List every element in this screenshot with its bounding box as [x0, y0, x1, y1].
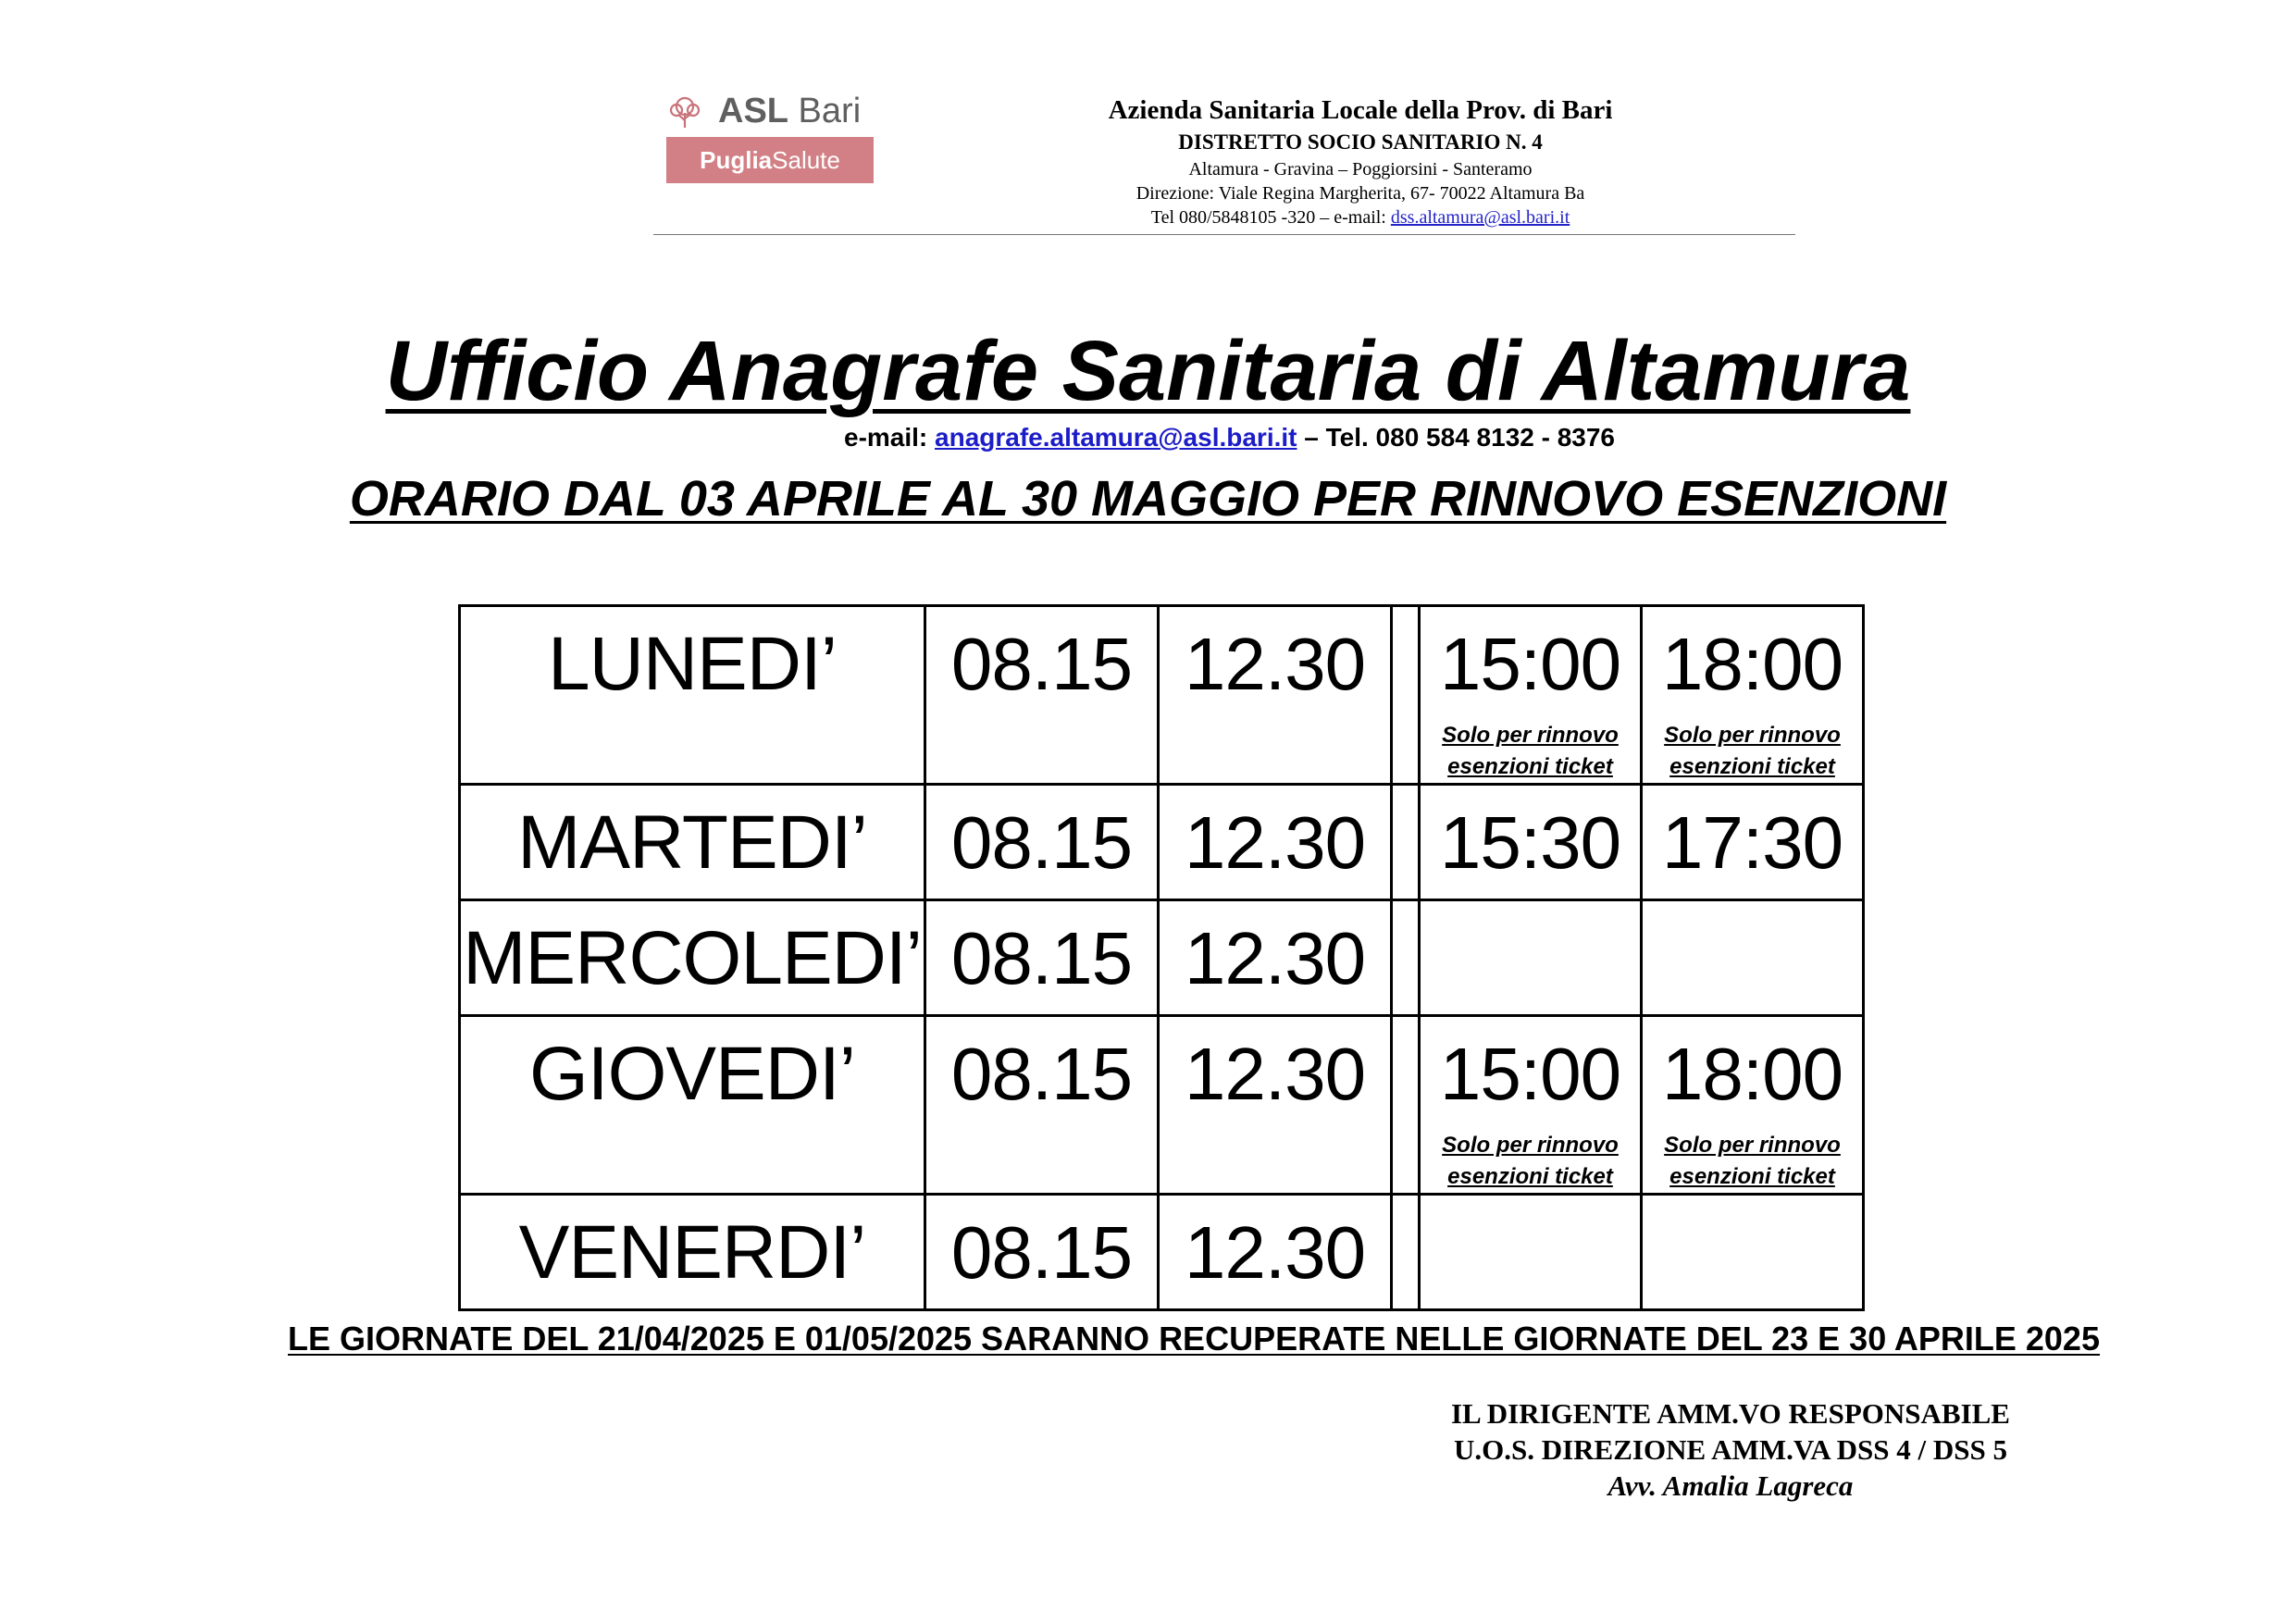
signature-block — [1416, 1395, 2045, 1504]
afternoon-open-time-text — [1421, 901, 1640, 905]
schedule-spacer — [1392, 1195, 1420, 1310]
schedule-spacer — [1392, 785, 1420, 900]
schedule-day-text: MARTEDI’ — [517, 800, 867, 885]
afternoon-close-time — [1642, 900, 1864, 1016]
afternoon-open-time-text: 15:00 — [1439, 1033, 1621, 1115]
schedule-spacer — [1392, 1016, 1420, 1195]
afternoon-close-time — [1642, 1195, 1864, 1310]
district-address: Direzione: Viale Regina Margherita, 67- 70022 Altamura Ba — [1136, 183, 1585, 204]
morning-close-time-text: 12.30 — [1184, 1033, 1366, 1115]
morning-close-time — [1159, 900, 1392, 1016]
afternoon-close-time — [1642, 606, 1864, 785]
morning-close-time — [1159, 606, 1392, 785]
afternoon-open-time-text: 15:00 — [1439, 623, 1621, 705]
district-towns: Altamura - Gravina – Poggiorsini - Santeramo — [1188, 159, 1533, 180]
afternoon-close-time — [1642, 785, 1864, 900]
afternoon-open-time — [1420, 1195, 1642, 1310]
morning-open-time-text: 08.15 — [950, 1033, 1133, 1115]
morning-open-time — [925, 606, 1159, 785]
office-email-link[interactable]: anagrafe.altamura@asl.bari.it — [935, 423, 1297, 452]
morning-close-time — [1159, 785, 1392, 900]
schedule-note: Solo per rinnovo esenzioni ticket — [1442, 1133, 1619, 1189]
morning-open-time-text: 08.15 — [950, 623, 1133, 705]
schedule-day — [460, 1195, 925, 1310]
schedule-row — [460, 1195, 1864, 1310]
afternoon-open-time — [1420, 606, 1642, 785]
letterhead — [981, 93, 1740, 229]
opening-hours-table — [458, 604, 1865, 1311]
district-email-link[interactable]: dss.altamura@asl.bari.it — [1390, 207, 1570, 228]
schedule-row — [460, 1016, 1864, 1195]
schedule-day-text: VENERDI’ — [518, 1210, 866, 1295]
afternoon-open-time — [1420, 1016, 1642, 1195]
schedule-subtitle: ORARIO DAL 03 APRILE AL 30 MAGGIO PER RINNOVO ESENZIONI — [349, 471, 1947, 527]
morning-open-time — [925, 785, 1159, 900]
asl-bari-logo — [666, 91, 879, 187]
afternoon-open-time — [1420, 900, 1642, 1016]
recovery-days-notice: LE GIORNATE DEL 21/04/2025 E 01/05/2025 SARANNO RECUPERATE NELLE GIORNATE DEL 23 E 30 APRILE 2025 — [288, 1320, 2100, 1357]
afternoon-close-time-text: 18:00 — [1661, 1033, 1843, 1115]
morning-open-time — [925, 1016, 1159, 1195]
district-name: DISTRETTO SOCIO SANITARIO N. 4 — [1178, 130, 1543, 154]
tree-icon — [666, 94, 703, 131]
signature-role: IL DIRIGENTE AMM.VO RESPONSABILE — [1450, 1397, 2010, 1430]
schedule-note: Solo per rinnovo esenzioni ticket — [1664, 723, 1841, 779]
morning-open-time — [925, 1195, 1159, 1310]
schedule-day — [460, 606, 925, 785]
schedule-row — [460, 785, 1864, 900]
page-title: Ufficio Anagrafe Sanitaria di Altamura — [385, 324, 1911, 418]
afternoon-open-time — [1420, 785, 1642, 900]
morning-close-time-text: 12.30 — [1184, 917, 1366, 999]
morning-close-time — [1159, 1016, 1392, 1195]
schedule-note: Solo per rinnovo esenzioni ticket — [1664, 1133, 1841, 1189]
schedule-day — [460, 900, 925, 1016]
schedule-day — [460, 785, 925, 900]
schedule-spacer — [1392, 900, 1420, 1016]
schedule-day-text: MERCOLEDI’ — [463, 916, 922, 1000]
morning-close-time — [1159, 1195, 1392, 1310]
afternoon-close-time — [1642, 1016, 1864, 1195]
morning-open-time-text: 08.15 — [950, 801, 1133, 884]
schedule-note: Solo per rinnovo esenzioni ticket — [1442, 723, 1619, 779]
schedule-spacer — [1392, 606, 1420, 785]
morning-close-time-text: 12.30 — [1184, 1211, 1366, 1294]
schedule-row — [460, 606, 1864, 785]
header-divider — [653, 234, 1795, 235]
morning-close-time-text: 12.30 — [1184, 623, 1366, 705]
schedule-day-text: LUNEDI’ — [548, 622, 837, 706]
district-contacts: Tel 080/5848105 -320 – e-mail: dss.altamura@asl.bari.it — [1150, 207, 1570, 228]
agency-name: Azienda Sanitaria Locale della Prov. di Bari — [1108, 95, 1613, 125]
morning-close-time-text: 12.30 — [1184, 801, 1366, 884]
morning-open-time-text: 08.15 — [950, 917, 1133, 999]
schedule-row — [460, 900, 1864, 1016]
afternoon-close-time-text — [1643, 1196, 1862, 1199]
signature-name: Avv. Amalia Lagreca — [1607, 1469, 1854, 1502]
afternoon-open-time-text — [1421, 1196, 1640, 1199]
schedule-day — [460, 1016, 925, 1195]
afternoon-close-time-text — [1643, 901, 1862, 905]
afternoon-close-time-text: 17:30 — [1661, 801, 1843, 884]
signature-unit: U.O.S. DIREZIONE AMM.VA DSS 4 / DSS 5 — [1453, 1433, 2008, 1466]
morning-open-time — [925, 900, 1159, 1016]
logo-puglia-salute-band: PugliaSalute — [666, 137, 874, 183]
morning-open-time-text: 08.15 — [950, 1211, 1133, 1294]
afternoon-close-time-text: 18:00 — [1661, 623, 1843, 705]
logo-asl-text: ASL Bari — [718, 92, 862, 130]
schedule-day-text: GIOVEDI’ — [529, 1032, 855, 1116]
office-contacts: e-mail: anagrafe.altamura@asl.bari.it – Tel. 080 584 8132 - 8376 — [844, 423, 1616, 452]
afternoon-open-time-text: 15:30 — [1439, 801, 1621, 884]
